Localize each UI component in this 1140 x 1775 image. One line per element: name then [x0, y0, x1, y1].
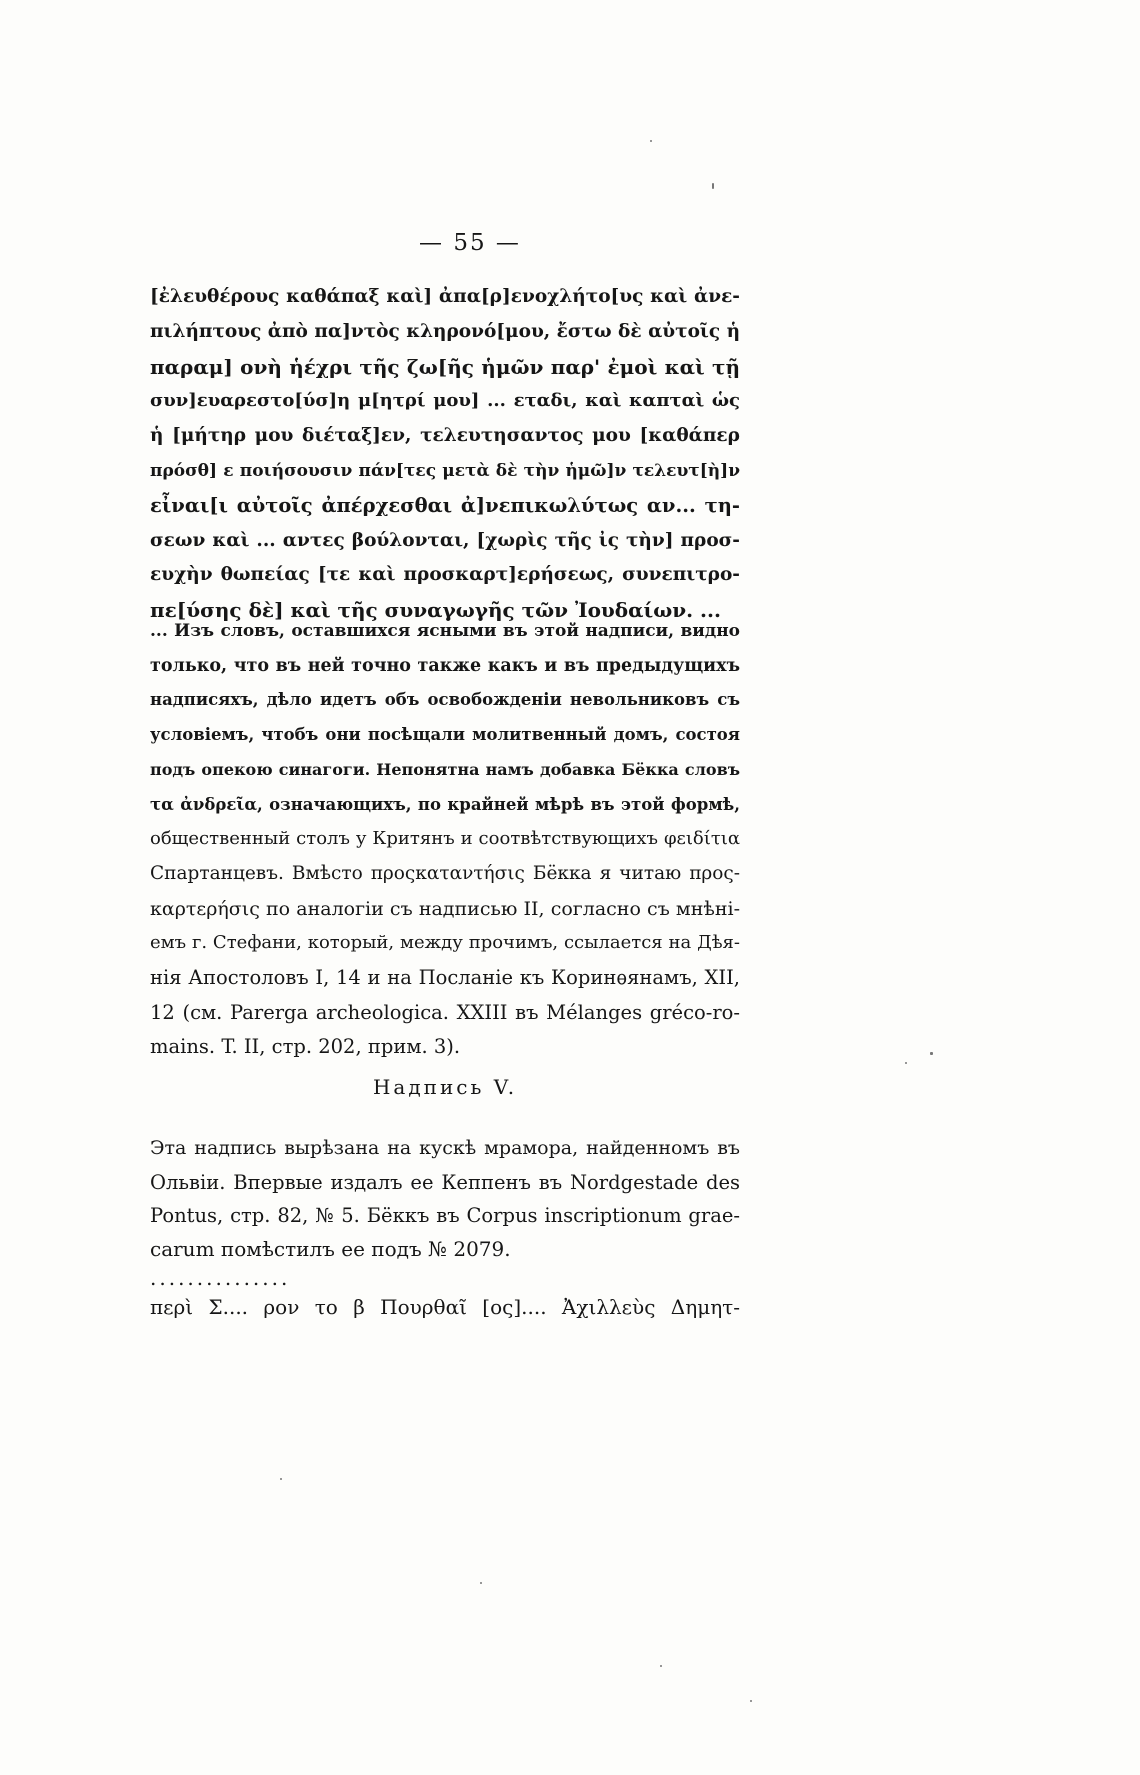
- commentary-line: условіемъ, чтобъ они посѣщали молитвенный домъ, состоя: [150, 725, 740, 745]
- commentary-line: подъ опекою синагоги. Непонятна намъ добавка Бёкка словъ: [150, 759, 740, 779]
- greek-line: συν]ευαρεστο[ύσ]η μ[ητρί μου] ... εταδι, καὶ καπταὶ ὡς: [150, 390, 740, 412]
- scan-speck: [650, 140, 652, 142]
- inscription-v-intro: [150, 1132, 740, 1266]
- intro-line: Эта надпись вырѣзана на кускѣ мрамора, найденномъ въ: [150, 1137, 740, 1159]
- greek-line: [ἐλευθέρους καθάπαξ καὶ] ἀπα[ρ]ενοχλήτο[υς καὶ ἀνε-: [150, 286, 740, 307]
- commentary-line: нія Апостоловъ I, 14 и на Посланіе къ Коринѳянамъ, XII,: [150, 966, 740, 990]
- greek-line: παραμ] ονὴ ἡέχρι τῆς ζω[ῆς ἡμῶν παρ' ἐμοὶ καὶ τῇ: [150, 354, 740, 379]
- greek-inscription-text: [150, 280, 740, 628]
- commentary-line: τα ἀνδρεῖα, означающихъ, по крайней мѣрѣ въ этой формѣ,: [150, 794, 740, 814]
- greek-inscription-line: περὶ Σ.... ρον το β Πουρθαῖ [ος].... Ἀχιλλεὺς Δημητ-: [150, 1295, 740, 1319]
- commentary-line: mains. T. II, стр. 202, прим. 3).: [150, 1035, 461, 1059]
- scan-speck: [750, 1700, 752, 1702]
- scan-speck: [280, 1478, 282, 1480]
- greek-line: ἡ [μήτηρ μου διέταξ]εν, τελευτησαντος μου [καθάπερ: [150, 425, 740, 447]
- scan-speck: [905, 1062, 907, 1064]
- scan-speck: [930, 1052, 933, 1055]
- commentary-line: ... Изъ словъ, оставшихся ясными въ этой надписи, видно: [150, 621, 740, 641]
- commentary-line: только, что въ ней точно также какъ и въ предыдущихъ: [150, 655, 740, 676]
- commentary-line: 12 (см. Parerga archeologica. XXIII въ Mélanges gréco-ro-: [150, 1000, 740, 1024]
- scan-speck: [480, 1582, 482, 1584]
- commentary-line: емъ г. Стефани, который, между прочимъ, ссылается на Дѣя-: [150, 932, 740, 954]
- scan-speck: [660, 1665, 662, 1667]
- commentary-line: καρτερήσις по аналогіи съ надписью II, согласно съ мнѣні-: [150, 897, 740, 920]
- intro-line: Ольвіи. Впервые издалъ ее Кеппенъ въ Nordgestade des: [150, 1170, 740, 1194]
- greek-line: σεων καὶ ... αντες βούλονται, [χωρὶς τῆς ἰς τὴν] προσ-: [150, 529, 740, 551]
- commentary-paragraph: [150, 614, 740, 1065]
- greek-line: πρόσθ] ε ποιήσουσιν πάν[τες μετὰ δὲ τὴν ἡμῶ]ν τελευτ[ὴ]ν: [150, 460, 740, 481]
- page-number: — 55 —: [419, 230, 521, 256]
- ellipsis-row: ...............: [150, 1266, 291, 1290]
- greek-line: ευχὴν θωπείας [τε καὶ προσκαρτ]ερήσεως, συνεπιτρο-: [150, 564, 740, 586]
- commentary-line: надписяхъ, дѣло идетъ объ освобожденіи невольниковъ съ: [150, 690, 740, 710]
- greek-line: εἶναι[ι αὐτοῖς ἀπέρχεσθαι ἀ]νεπικωλύτως αν... τη-: [150, 493, 740, 517]
- scan-speck: [712, 183, 714, 189]
- intro-line: carum помѣстилъ ее подъ № 2079.: [150, 1236, 511, 1261]
- commentary-line: Спартанцевъ. Вмѣсто προςκαταντήσις Бёкка я читаю προς-: [150, 862, 740, 884]
- greek-line: πιλήπτους ἀπὸ πα]ντὸς κληρονό[μου, ἔστω δὲ αὐτοῖς ἡ: [150, 320, 741, 342]
- greek-line: πε[ύσης δὲ] καὶ τῆς συναγωγῆς τῶν Ἰουδαίων. ...: [150, 598, 721, 623]
- section-heading: Надпись V.: [372, 1075, 518, 1099]
- commentary-line: общественный столъ у Критянъ и соотвѣтствующихъ φειδίτια: [150, 828, 740, 850]
- intro-line: Pontus, стр. 82, № 5. Бёккъ въ Corpus inscriptionum grae-: [150, 1204, 740, 1227]
